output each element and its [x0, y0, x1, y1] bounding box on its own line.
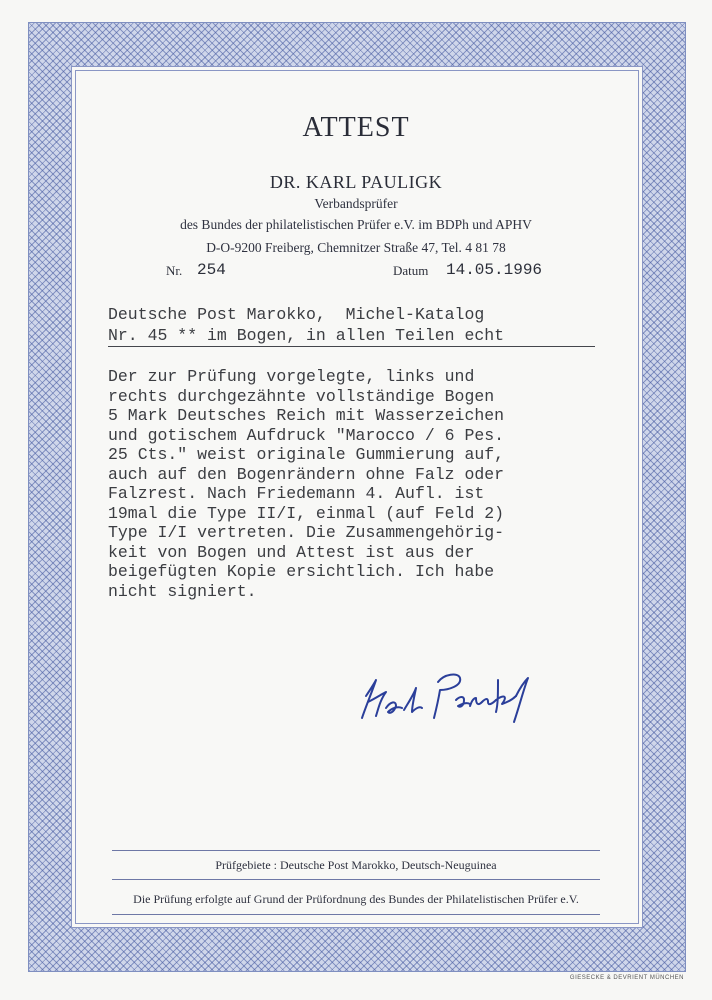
paragraph-line: auch auf den Bogenrändern ohne Falz oder: [108, 464, 505, 484]
paragraph-line: und gotischem Aufdruck "Marocco / 6 Pes.: [108, 425, 505, 445]
association-line: des Bundes der philatelistischen Prüfer e.V. im BDPh und APHV: [180, 217, 532, 232]
paragraph-line: 19mal die Type II/I, einmal (auf Feld 2): [108, 503, 505, 523]
printer-imprint: GIESECKE & DEVRIENT MÜNCHEN: [569, 975, 684, 981]
footer-rule-top: [112, 850, 600, 851]
certificate-date: 14.05.1996: [446, 261, 543, 279]
expert-name: DR. KARL PAULIGK: [269, 172, 443, 192]
date-label: Datum: [393, 263, 429, 278]
subject-line-1: Deutsche Post Marokko, Michel-Katalog: [108, 305, 485, 324]
paragraph-line: Der zur Prüfung vorgelegte, links und: [108, 367, 475, 386]
expert-role: Verbandsprüfer: [314, 196, 398, 211]
paragraph-line: nicht signiert.: [108, 581, 257, 601]
paragraph-line: beigefügten Kopie ersichtlich. Ich habe: [108, 562, 495, 581]
paragraph-line: keit von Bogen und Attest ist aus der: [108, 542, 475, 562]
certificate-number: 254: [197, 261, 226, 279]
paragraph-line: rechts durchgezähnte vollständige Bogen: [108, 386, 495, 406]
subject-underline: [108, 346, 595, 347]
certificate-title: ATTEST: [302, 112, 410, 143]
footer-rule-middle: [112, 879, 600, 880]
paragraph-line: Type I/I vertreten. Die Zusammengehörig-: [108, 523, 505, 542]
examination-areas: Prüfgebiete : Deutsche Post Marokko, Deutsch-Neuguinea: [215, 858, 497, 872]
paragraph-line: 25 Cts." weist originale Gummierung auf,: [108, 445, 505, 464]
address-line: D-O-9200 Freiberg, Chemnitzer Straße 47, Tel. 4 81 78: [206, 240, 506, 255]
subject-line-2: Nr. 45 ** im Bogen, in allen Teilen echt: [108, 326, 505, 345]
footer-rule-bottom: [112, 914, 600, 915]
handwritten-signature: [352, 660, 542, 726]
paragraph-line: Falzrest. Nach Friedemann 4. Aufl. ist: [108, 484, 485, 503]
paragraph-line: 5 Mark Deutsches Reich mit Wasserzeichen: [108, 406, 505, 425]
examination-basis: Die Prüfung erfolgte auf Grund der Prüfordnung des Bundes der Philatelistischen Prüfer e.V.: [133, 892, 579, 906]
number-label: Nr.: [166, 263, 183, 278]
